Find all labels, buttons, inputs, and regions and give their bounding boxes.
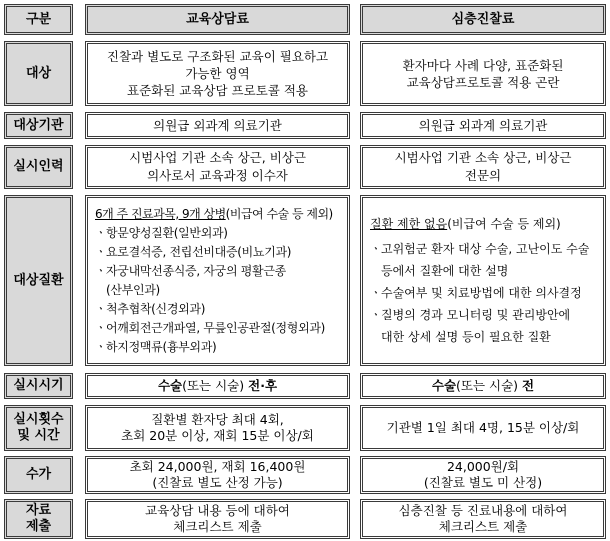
label-staff-text: 실시인력 — [13, 159, 64, 174]
header-category-cell — [4, 4, 73, 35]
bullet-mark: ㆍ — [370, 286, 382, 300]
bullet-mark: ㆍ — [95, 244, 107, 259]
count-edu-cell — [85, 405, 350, 451]
staff-edu-cell — [85, 145, 350, 189]
target-edu-line: 가능한 영역 — [185, 66, 250, 81]
institution-edu-cell — [85, 112, 350, 139]
disease-exam-item — [370, 238, 589, 282]
disease-edu-item — [95, 224, 325, 243]
label-submission — [4, 499, 73, 539]
fee-edu-cell — [85, 456, 350, 494]
staff-edu-line: 시범사업 기관 소속 상근, 비상근 — [129, 150, 306, 165]
staff-exam-line: 시범사업 기관 소속 상근, 비상근 — [394, 150, 572, 165]
item-text-wrap — [106, 243, 291, 262]
label-timing-text: 실시시기 — [13, 378, 64, 393]
disease-edu-intro-rest: (비급여 수술 등 제외) — [225, 206, 333, 221]
label-disease — [4, 195, 73, 366]
disease-edu-intro — [95, 205, 333, 224]
label-fee — [4, 456, 73, 494]
disease-edu-item-text: 척추협착(신경외과) — [106, 301, 206, 316]
label-staff — [4, 145, 73, 189]
submission-exam-cell — [360, 499, 606, 539]
disease-edu-item-text: 요로결석증, 전립선비대증(비뇨기과) — [106, 244, 292, 259]
timing-exam-bold-procedure: 수술 — [431, 378, 457, 393]
fee-exam-line: (진찰료 별도 미 산정) — [423, 475, 543, 490]
label-target — [4, 41, 73, 106]
submission-edu-line: 교육상담 내용 등에 대하여 — [145, 503, 290, 518]
target-edu-line: 표준화된 교육상담 프로토콜 적용 — [127, 83, 308, 98]
disease-exam-item — [370, 304, 589, 348]
disease-exam-cell — [360, 195, 606, 366]
disease-edu-item-text: 하지정맥류(흉부외과) — [106, 339, 217, 354]
disease-edu-item — [95, 262, 325, 300]
disease-edu-item — [95, 243, 325, 262]
disease-exam-item-text: 대한 상세 설명 등이 필요한 질환 — [381, 330, 551, 344]
label-timing — [4, 373, 73, 399]
item-text-wrap — [381, 304, 570, 348]
disease-edu-item-text: 어깨회전근개파열, 무릎인공관절(정형외과) — [106, 320, 326, 335]
disease-exam-intro-rest: (비급여 수술 등 제외) — [447, 217, 561, 231]
disease-exam-item-text: 등에서 질환에 대한 설명 — [381, 264, 509, 278]
staff-exam-line: 전문의 — [464, 168, 502, 183]
label-institution-text: 대상기관 — [13, 117, 64, 133]
submission-edu-cell — [85, 499, 350, 539]
header-edu-fee-text: 교육상담료 — [186, 11, 249, 27]
row-timing — [0, 373, 610, 399]
disease-exam-list — [370, 238, 589, 348]
item-text-wrap — [106, 338, 216, 357]
label-count-text: 및 시간 — [17, 428, 60, 443]
label-count-text: 실시횟수 — [13, 412, 64, 427]
header-edu-fee-cell — [85, 4, 350, 35]
header-row — [0, 4, 610, 35]
disease-exam-item-text: 고위험군 환자 대상 수술, 고난이도 수술 — [381, 242, 590, 256]
fee-exam-cell — [360, 456, 606, 494]
bullet-mark: ㆍ — [95, 320, 107, 335]
timing-edu-bold-when: 전·후 — [248, 378, 278, 393]
count-exam-cell — [360, 405, 606, 451]
row-count — [0, 405, 610, 451]
bullet-mark: ㆍ — [95, 225, 107, 240]
disease-edu-cell — [85, 195, 350, 366]
fee-exam-line: 24,000원/회 — [446, 459, 520, 474]
staff-edu-line: 의사로서 교육과정 이수자 — [147, 168, 288, 183]
item-text-wrap — [381, 238, 589, 282]
timing-exam-bold-when: 전 — [522, 378, 535, 393]
timing-edu-middle: (또는 시술) — [182, 378, 249, 393]
fee-edu-line: (진찰료 별도 산정 가능) — [152, 475, 283, 490]
target-edu-cell — [85, 41, 350, 106]
disease-edu-intro-underlined: 6개 주 진료과목, 9개 상병 — [95, 206, 226, 221]
submission-exam-line: 체크리스트 제출 — [438, 519, 528, 534]
row-institution — [0, 112, 610, 139]
header-exam-fee-text: 심층진찰료 — [451, 11, 515, 27]
label-count — [4, 405, 73, 451]
disease-edu-item — [95, 319, 325, 338]
label-target-text: 대상 — [25, 65, 52, 81]
item-text-wrap — [106, 300, 205, 319]
disease-exam-item-text: 질병의 경과 모니터링 및 관리방안에 — [381, 308, 571, 322]
row-target — [0, 41, 610, 106]
disease-edu-item-text: 항문양성질환(일반외과) — [106, 225, 228, 240]
bullet-mark: ㆍ — [95, 339, 107, 354]
disease-edu-item — [95, 300, 325, 319]
submission-edu-line: 체크리스트 제출 — [173, 519, 262, 534]
disease-edu-item-text: (산부인과) — [106, 282, 160, 297]
bullet-mark: ㆍ — [370, 308, 382, 322]
target-exam-line: 교육상담프로토콜 적용 곤란 — [406, 74, 560, 90]
item-text-wrap — [381, 282, 582, 304]
count-edu-line: 초회 20분 이상, 재회 15분 이상/회 — [121, 428, 314, 443]
disease-exam-item-text: 수술여부 및 치료방법에 대한 의사결정 — [381, 286, 582, 300]
count-edu-line: 질환별 환자당 최대 4회, — [151, 412, 284, 427]
label-institution — [4, 112, 73, 139]
fee-edu-line: 초회 24,000원, 재회 16,400원 — [129, 459, 306, 474]
target-edu-line: 진찰과 별도로 구조화된 교육이 필요하고 — [106, 49, 329, 64]
count-exam-line: 기관별 1일 최대 4명, 15분 이상/회 — [386, 420, 580, 435]
disease-exam-intro — [370, 213, 561, 235]
label-submission-text: 제출 — [25, 519, 52, 534]
header-category-text: 구분 — [25, 11, 52, 27]
row-staff — [0, 145, 610, 189]
row-fee — [0, 456, 610, 494]
disease-edu-list — [95, 224, 325, 357]
timing-exam-text — [432, 378, 534, 394]
timing-edu-cell — [85, 373, 350, 399]
staff-exam-cell — [360, 145, 606, 189]
item-text-wrap — [106, 224, 228, 243]
label-fee-text: 수가 — [25, 467, 52, 482]
row-submission — [0, 499, 610, 539]
disease-edu-item — [95, 338, 325, 357]
timing-edu-bold-procedure: 수술 — [157, 378, 183, 393]
header-exam-fee-cell — [360, 4, 606, 35]
bullet-mark: ㆍ — [95, 301, 107, 316]
row-disease — [0, 195, 610, 366]
label-disease-text: 대상질환 — [13, 272, 64, 288]
item-text-wrap — [106, 319, 325, 338]
timing-exam-middle: (또는 시술) — [456, 378, 523, 393]
timing-exam-cell — [360, 373, 606, 399]
institution-exam-cell — [360, 112, 606, 139]
item-text-wrap — [106, 262, 286, 300]
target-exam-cell — [360, 41, 606, 106]
institution-edu-line: 의원급 외과계 의료기관 — [153, 117, 282, 133]
submission-exam-line: 심층진찰 등 진료내용에 대하여 — [398, 503, 568, 518]
timing-edu-text — [158, 378, 277, 394]
bullet-mark: ㆍ — [95, 263, 107, 278]
institution-exam-line: 의원급 외과계 의료기관 — [418, 117, 548, 133]
disease-exam-item — [370, 282, 589, 304]
bullet-mark: ㆍ — [370, 242, 382, 256]
disease-exam-intro-underlined: 질환 제한 없음 — [370, 217, 448, 231]
disease-edu-item-text: 자궁내막선종식증, 자궁의 평활근종 — [106, 263, 286, 278]
label-submission-text: 자료 — [25, 503, 52, 518]
target-exam-line: 환자마다 사례 다양, 표준화된 — [402, 57, 564, 73]
